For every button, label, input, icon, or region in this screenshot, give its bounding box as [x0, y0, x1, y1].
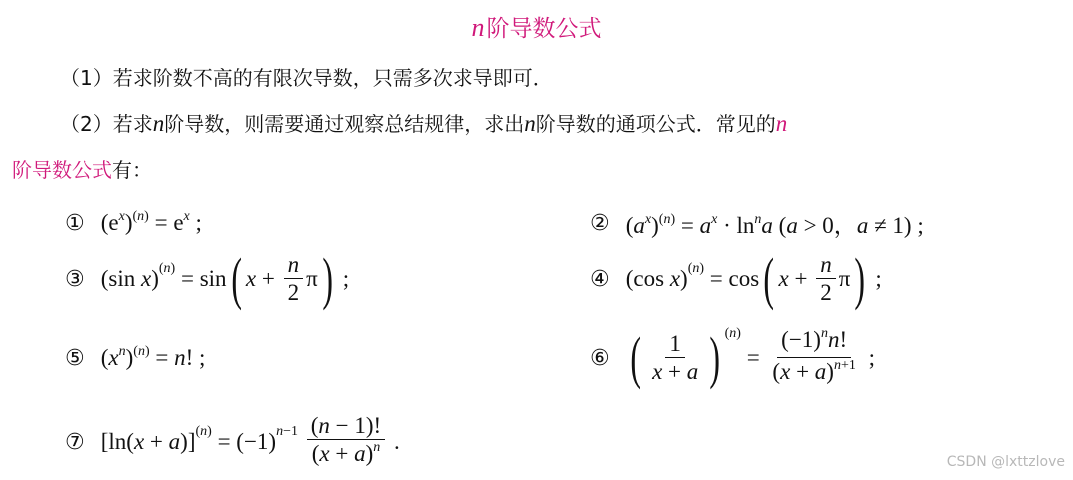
formula-6: [590, 322, 875, 394]
para2-d: 阶导数公式: [12, 158, 112, 182]
formula-1: [65, 205, 202, 241]
formula-3-number: ③: [65, 266, 85, 292]
formula-4-expr: (cos x ) (n) = cos ( x + $\frac{n}{2}$ π ) ;: [625, 246, 882, 311]
para2-n3: n: [775, 111, 788, 136]
formula-1-expr: $(e^x)^{(n)} = e^x$ ;: [100, 209, 202, 235]
paragraph-2-line-2: [12, 147, 152, 193]
para2-n1: n: [152, 111, 165, 136]
formula-6-expr: ( $\frac{1}{x + a}$ ) (n) = $\frac{(-1)^nn!}{(x + a)^{n+1}}$ ;: [630, 325, 876, 390]
title-text: 阶导数公式: [486, 16, 602, 42]
formula-6-number: ⑥: [590, 345, 610, 371]
para2-n2: n: [524, 111, 536, 136]
formula-5: [65, 340, 205, 376]
formula-2-expr: $(a^x)^{(n)} = a^x \cdot \ln^na$ (a > 0，a ≠ 1) ;: [625, 211, 924, 238]
formula-1-number: ①: [65, 210, 85, 236]
page-title: [0, 10, 1073, 43]
formula-5-expr: $(x^n)^{(n)} = n$! ;: [100, 344, 206, 370]
formula-3-expr: (sin x ) (n) = sin ( x + $\frac{n}{2}$ π ) ;: [100, 246, 350, 311]
para2-b: 阶导数，则需要通过观察总结规律，求出: [164, 112, 525, 136]
formula-4: [590, 248, 882, 310]
formula-4-number: ④: [590, 266, 610, 292]
paragraph-2-line-1: [60, 101, 787, 147]
formula-2-number: ②: [590, 210, 610, 236]
para2-a: （2）若求: [60, 112, 153, 136]
formula-5-number: ⑤: [65, 345, 85, 371]
watermark: CSDN @lxttzlove: [946, 454, 1065, 470]
para2-c: 阶导数的通项公式．常见的: [535, 112, 776, 136]
formula-3: [65, 248, 349, 310]
formula-2: [590, 205, 924, 241]
formula-7-expr: [ln( x + a )] (n) = (−1) n−1 $\frac{(n - 1)!}{(x + a)^n}$ .: [100, 412, 400, 466]
paragraph-1: （1）若求阶数不高的有限次导数，只需多次求导即可．: [60, 66, 553, 90]
para2-e: 有：: [112, 158, 152, 182]
formula-7-number: ⑦: [65, 429, 85, 455]
formula-7: [65, 410, 400, 474]
title-variable: n: [471, 13, 485, 42]
